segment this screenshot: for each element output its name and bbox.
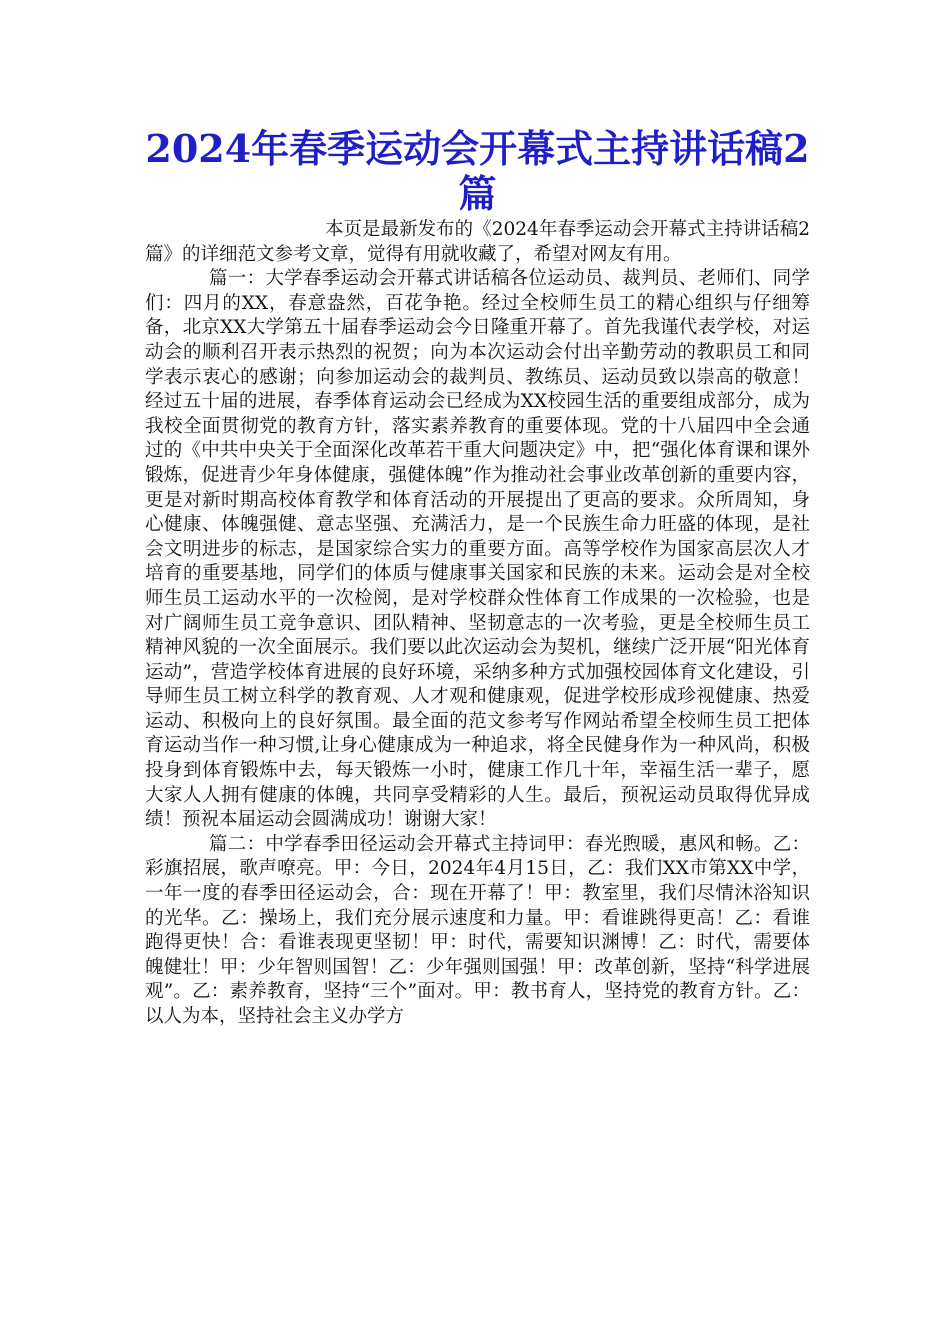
document-page — [145, 126, 810, 1030]
body-paragraph-1: 篇一：大学春季运动会开幕式讲话稿各位运动员、裁判员、老师们、同学们：四月的XX，春意盎然，百花争艳。经过全校师生员工的精心组织与仔细筹备，北京XX大学第五十届春季运动会今日隆重开幕了。首先我谨代表学校，对运动会的顺利召开表示热烈的祝贺；向为本次运动会付出辛勤劳动的教职员工和同学表示衷心的感谢；向参加运动会的裁判员、教练员、运动员致以崇高的敬意！经过五十届的进展，春季体育运动会已经成为XX校园生活的重要组成部分，成为我校全面贯彻党的教育方针，落实素养教育的重要体现。党的十八届四中全会通过的《中共中央关于全面深化改革若干重大问题决定》中，把“强化体育课和课外锻炼，促进青少年身体健康，强健体魄”作为推动社会事业改革创新的重要内容，更是对新时期高校体育教学和体育活动的开展提出了更高的要求。众所周知，身心健康、体魄强健、意志坚强、充满活力，是一个民族生命力旺盛的体现，是社会文明进步的标志，是国家综合实力的重要方面。高等学校作为国家高层次人才培育的重要基地，同学们的体质与健康事关国家和民族的未来。运动会是对全校师生员工运动水平的一次检阅，是对学校群众性体育工作成果的一次检验，也是对广阔师生员工竞争意识、团队精神、坚韧意志的一次考验，更是全校师生员工精神风貌的一次全面展示。我们要以此次运动会为契机，继续广泛开展“阳光体育运动”，营造学校体育进展的良好环境，采纳多种方式加强校园体育文化建设，引导师生员工树立科学的教育观、人才观和健康观，促进学校形成珍视健康、热爱运动、积极向上的良好氛围。最全面的范文参考写作网站希望全校师生员工把体育运动当作一种习惯,让身心健康成为一种追求，将全民健身作为一种风尚，积极投身到体育锻炼中去，每天锻炼一小时，健康工作几十年，幸福生活一辈子，愿大家人人拥有健康的体魄，共同享受精彩的人生。最后，预祝运动员取得优异成绩！预祝本届运动会圆满成功！谢谢大家！ — [145, 268, 810, 831]
document-title: 2024年春季运动会开幕式主持讲话稿2篇 — [145, 126, 810, 216]
intro-paragraph: 本页是最新发布的《2024年春季运动会开幕式主持讲话稿2篇》的详细范文参考文章，觉得有用就收藏了，希望对网友有用。 — [145, 219, 810, 265]
body-paragraph-2: 篇二：中学春季田径运动会开幕式主持词甲：春光煦暖，惠风和畅。乙：彩旗招展，歌声嘹亮。甲：今日，2024年4月15日，乙：我们XX市第XX中学，一年一度的春季田径运动会，合：现在开幕了！甲：教室里，我们尽情沐浴知识的光华。乙：操场上，我们充分展示速度和力量。甲：看谁跳得更高！乙：看谁跑得更快！合：看谁表现更坚韧！甲：时代，需要知识渊博！乙：时代，需要体魄健壮！甲：少年智则国智！乙：少年强则国强！甲：改革创新，坚持“科学进展观”。乙：素养教育，坚持“三个”面对。甲：教书育人，坚持党的教育方针。乙：以人为本，坚持社会主义办学方 — [145, 833, 810, 1027]
